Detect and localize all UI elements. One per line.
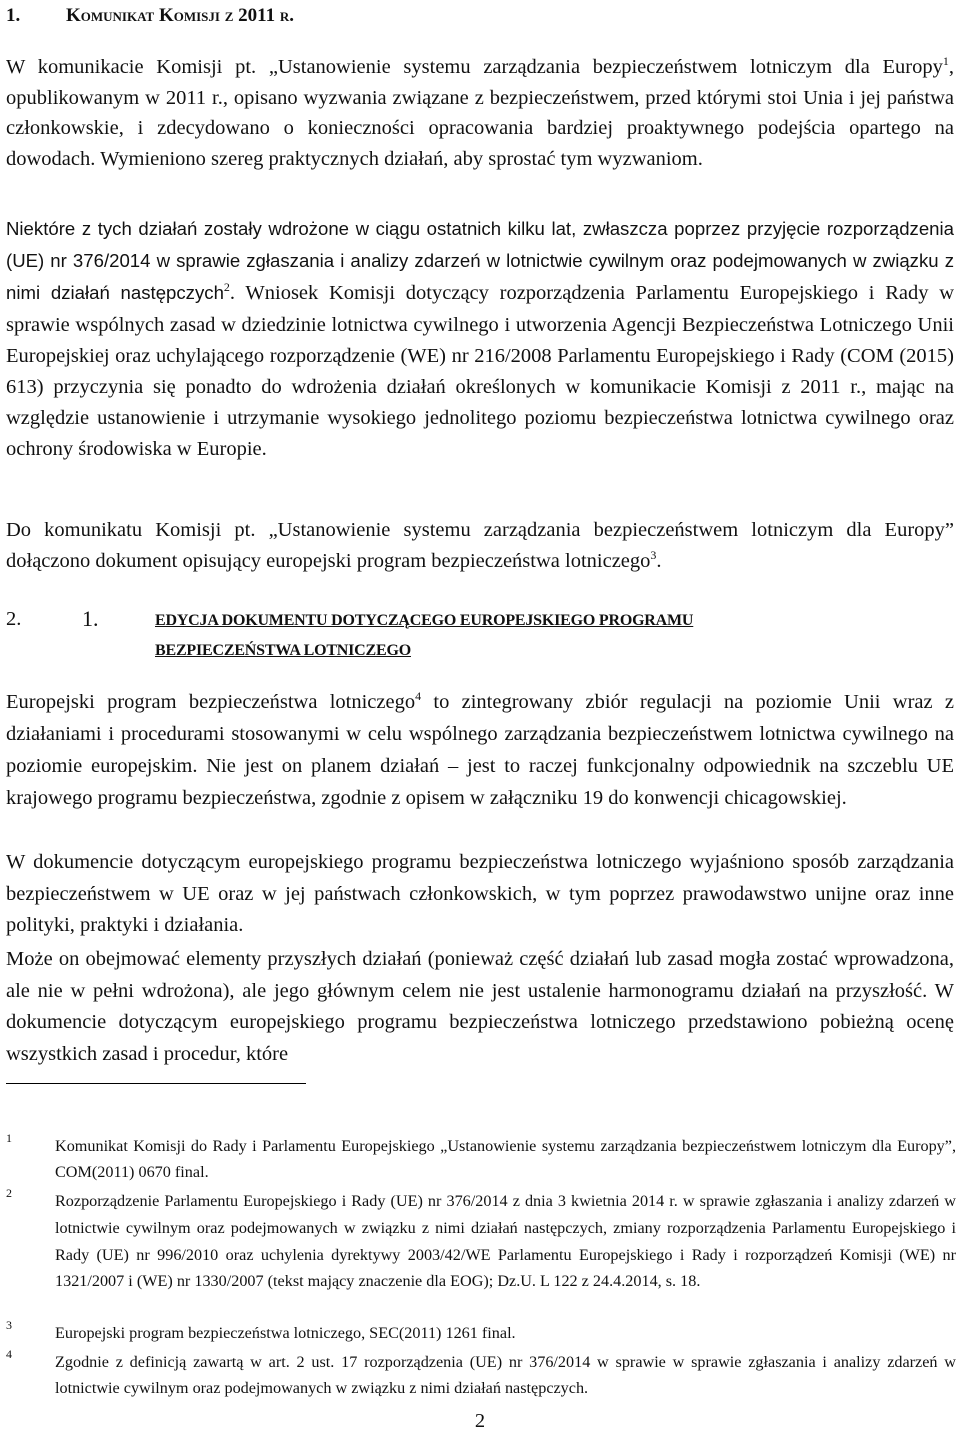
footnote-1	[6, 1133, 956, 1185]
paragraph-1	[6, 52, 954, 174]
paragraph-3-text-b: .	[656, 550, 662, 572]
paragraph-6: Może on obejmować elementy przyszłych działań (ponieważ część działań lub zasad mogła zostać wprowadzona, ale nie w pełni wdrożona), ale jego głównym celem nie jest ustalenie harmonogramu działań na przyszłość. W dokumencie dotyczącym europejskiego programu bezpieczeństwa lotniczego przedstawiono pobieżną ocenę wszystkich zasad i procedur, które	[6, 948, 954, 1065]
footnote-ref-2: 2	[223, 280, 230, 295]
paragraph-3-text-a: Do komunikatu Komisji pt. „Ustanowienie systemu zarządzania bezpieczeństwem lotniczym dla Europy” dołączono dokument opisujący europejski program bezpieczeństwa lotniczego	[6, 519, 954, 572]
footnote-4-number: 4	[6, 1347, 12, 1361]
footnote-2-text: Rozporządzenie Parlamentu Europejskiego i Rady (UE) nr 376/2014 z dnia 3 kwietnia 2014 r. w sprawie zgłaszania i analizy zdarzeń w lotnictwie cywilnym oraz podejmowanych w związku z nimi działań następczych, zmiany rozporządzenia Parlamentu Europejskiego i Rady (UE) nr 996/2010 oraz uchylenia dyrektywy 2003/42/WE Parlamentu Europejskiego i Rady i rozporządzeń Komisji (WE) nr 1321/2007 i (WE) nr 1330/2007 (tekst mający znaczenie dla EOG); Dz.U. L 122 z 24.4.2014, s. 18.	[55, 1192, 956, 1291]
section-2-heading	[6, 604, 906, 668]
section-2-sub-number: 1.	[82, 606, 99, 631]
paragraph-2	[6, 213, 954, 466]
footnote-ref-3: 3	[650, 548, 657, 563]
footnote-ref-1: 1	[942, 54, 949, 69]
paragraph-2-text-a: Niektóre z tych działań zostały wdrożone w ciągu ostatnich kilku lat, zwłaszcza poprzez przyjęcie rozporządzenia (UE) nr 376/2014 w sprawie zgłaszania i analizy zdarzeń w lotnictwie cywilnym oraz podejmowanych w związku z nimi działań następczych	[6, 218, 954, 304]
footnote-separator	[6, 1083, 306, 1084]
footnote-2	[6, 1188, 956, 1318]
footnote-3	[6, 1320, 956, 1346]
section-1-number: 1.	[6, 5, 21, 26]
footnote-1-number: 1	[6, 1131, 12, 1145]
footnote-4-text: Zgodnie z definicją zawartą w art. 2 ust. 17 rozporządzenia (UE) nr 376/2014 w sprawie w sprawie zgłaszania i analizy zdarzeń w lotnictwie cywilnym oraz podejmowanych w związku z nimi działań następczych.	[55, 1353, 956, 1397]
paragraph-4-text-a: Europejski program bezpieczeństwa lotniczego	[6, 691, 416, 713]
footnote-ref-4: 4	[415, 689, 422, 704]
section-2-title-line-2: BEZPIECZEŃSTWA LOTNICZEGO	[155, 642, 411, 659]
footnote-2-number: 2	[6, 1186, 12, 1200]
paragraph-4-text-b: to zintegrowany zbiór regulacji na poziomie Unii wraz z działaniami i procedurami stosowanymi w celu wspólnego zarządzania bezpieczeństwem lotnictwa cywilnego na poziomie europejskim. Nie jest on planem działań – jest to raczej funkcjonalny odpowiednik na szczeblu UE krajowego programu bezpieczeństwa, zgodnie z opisem w załączniku 19 do konwencji chicagowskiej.	[6, 691, 954, 809]
paragraph-1-text-b: , opublikowanym w 2011 r., opisano wyzwania związane z bezpieczeństwem, przed którymi stoi Unia i jej państwa członkowskie, i zdecydowano o konieczności opracowania bardziej proaktywnego podejścia opartego na dowodach. Wymieniono szereg praktycznych działań, aby sprostać tym wyzwaniom.	[6, 56, 954, 170]
paragraph-3	[6, 515, 954, 577]
footnote-1-text: Komunikat Komisji do Rady i Parlamentu Europejskiego „Ustanowienie systemu zarządzania bezpieczeństwem lotniczym dla Europy”, COM(2011) 0670 final.	[55, 1137, 956, 1181]
paragraph-1-text-a: W komunikacie Komisji pt. „Ustanowienie systemu zarządzania bezpieczeństwem lotniczym dla Europy	[6, 56, 943, 78]
section-2-number: 2.	[6, 608, 22, 630]
footnote-3-number: 3	[6, 1318, 12, 1332]
section-1-title: Komunikat Komisji z 2011 r.	[66, 5, 294, 26]
paragraph-2-text-b: . Wniosek Komisji dotyczący rozporządzenia Parlamentu Europejskiego i Rady w sprawie wspólnych zasad w dziedzinie lotnictwa cywilnego i utworzenia Agencji Bezpieczeństwa Lotniczego Unii Europejskiej oraz uchylającego rozporządzenie (WE) nr 216/2008 Parlamentu Europejskiego i Rady (COM (2015) 613) przyczynia się ponadto do wdrożenia działań określonych w komunikacie Komisji z 2011 r., mając na względzie ustanowienie i utrzymanie wysokiego jednolitego poziomu bezpieczeństwa lotnictwa cywilnego oraz ochrony środowiska w Europie.	[6, 282, 955, 461]
paragraph-5: W dokumencie dotyczącym europejskiego programu bezpieczeństwa lotniczego wyjaśniono sposób zarządzania bezpieczeństwem w UE oraz w jej państwach członkowskich, w tym poprzez prawodawstwo unijne oraz inne polityki, praktyki i działania.	[6, 851, 954, 936]
section-1-heading	[6, 4, 294, 28]
footnote-3-text: Europejski program bezpieczeństwa lotniczego, SEC(2011) 1261 final.	[55, 1324, 516, 1342]
paragraph-4	[6, 686, 954, 814]
section-2-title-line-1: EDYCJA DOKUMENTU DOTYCZĄCEGO EUROPEJSKIEGO PROGRAMU	[155, 612, 694, 629]
page-number: 2	[474, 1410, 486, 1432]
